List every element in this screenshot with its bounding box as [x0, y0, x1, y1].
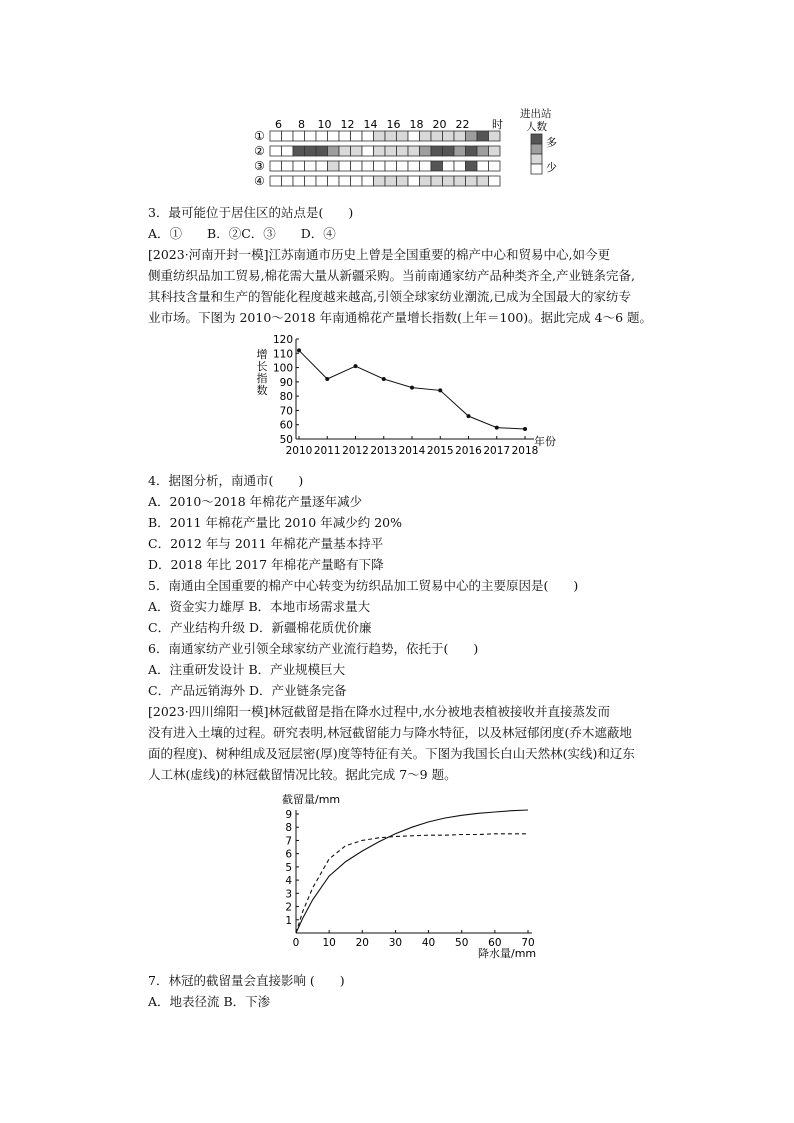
passage2-line: 人工林(虚线)的林冠截留情况比较。据此完成 7～9 题。	[148, 767, 457, 782]
flow-cell	[477, 176, 489, 186]
chart2-axes	[296, 810, 532, 933]
chart1-y-tick-label: 70	[279, 405, 293, 418]
chart2-x-tick-label: 0	[292, 937, 300, 949]
flow-cell	[477, 131, 489, 141]
chart1-y-label-char: 增	[256, 348, 268, 361]
flow-cell	[385, 146, 397, 156]
flow-cell	[316, 146, 328, 156]
chart2-y-tick-label: 1	[285, 914, 292, 927]
flow-cell	[454, 146, 466, 156]
flow-cell	[466, 176, 478, 186]
hour-unit-label: 时	[492, 118, 503, 131]
legend-low-label: 少	[546, 161, 557, 174]
chart2-x-tick-label: 20	[355, 937, 369, 949]
chart1-point	[354, 364, 358, 368]
legend-box	[531, 154, 542, 164]
flow-cell	[316, 176, 328, 186]
flow-cell	[431, 131, 443, 141]
flow-cell	[431, 161, 443, 171]
legend-scale-boxes	[531, 134, 542, 174]
flow-cell	[385, 131, 397, 141]
passage-canopy	[148, 701, 658, 785]
flow-cell	[431, 146, 443, 156]
flow-cell	[489, 131, 501, 141]
chart1-point	[297, 348, 301, 352]
hour-label: 14	[363, 118, 378, 131]
q6-options-ab: A．注重研发设计 B．产业规模巨大	[148, 662, 346, 677]
chart1-x-tick-label: 2017	[483, 445, 511, 457]
flow-cell	[454, 161, 466, 171]
flow-cell	[408, 146, 420, 156]
flow-cell	[351, 131, 363, 141]
chart2-series-natural-forest	[296, 810, 528, 933]
chart2-y-tick-label: 9	[285, 809, 292, 821]
chart1-series-line	[299, 350, 525, 429]
flow-cell	[408, 161, 420, 171]
passage1-line: 其科技含量和生产的智能化程度越来越高,引领全球家纺业潮流,已成为全国最大的家纺专	[148, 289, 631, 304]
chart2-y-tick-label: 4	[285, 875, 292, 888]
flow-cell	[374, 161, 386, 171]
flow-cell	[282, 161, 294, 171]
flow-cell	[408, 176, 420, 186]
flow-cell	[351, 146, 363, 156]
flow-cell	[431, 176, 443, 186]
hour-label: 10	[317, 118, 332, 131]
flow-cell	[293, 176, 305, 186]
legend-box	[531, 134, 542, 144]
flow-cell	[477, 146, 489, 156]
chart1-point	[410, 386, 414, 390]
flow-cell	[362, 146, 374, 156]
q4-option-a: A．2010～2018 年棉花产量逐年减少	[148, 494, 363, 509]
chart2-x-tick-label: 70	[521, 937, 535, 949]
flow-legend	[520, 107, 557, 174]
chart1-point	[382, 377, 386, 381]
flow-cell	[339, 176, 351, 186]
chart1-y-tick-label: 120	[272, 334, 293, 346]
flow-cell	[282, 146, 294, 156]
flow-cell	[374, 176, 386, 186]
chart1-points	[297, 348, 527, 431]
station-flow-figure	[250, 104, 580, 194]
cotton-growth-index-chart	[250, 333, 570, 463]
passage1-line: 侧重纺织品加工贸易,棉花需大量从新疆采购。当前南通家纺产品种类齐全,产业链条完备,	[148, 268, 635, 283]
flow-cell	[328, 131, 340, 141]
chart2-y-tick-label: 6	[285, 848, 292, 861]
q4-option-c: C．2012 年与 2011 年棉花产量基本持平	[148, 536, 384, 551]
flow-cell	[489, 146, 501, 156]
q3-options: A．① B．②C．③ D．④	[148, 226, 336, 241]
q3-question: 3．最可能位于居住区的站点是( )	[148, 205, 354, 220]
hour-label: 8	[298, 118, 305, 131]
flow-cell	[362, 161, 374, 171]
flow-cell	[397, 176, 409, 186]
flow-cell	[420, 131, 432, 141]
flow-cell	[328, 146, 340, 156]
flow-cell	[362, 176, 374, 186]
flow-cell	[420, 161, 432, 171]
flow-cell	[443, 176, 455, 186]
flow-cell	[305, 161, 317, 171]
flow-cell	[351, 176, 363, 186]
q4-option-d: D．2018 年比 2017 年棉花产量略有下降	[148, 557, 384, 572]
chart2-x-tick-label: 40	[421, 937, 436, 949]
legend-high-label: 多	[546, 136, 557, 149]
q4-option-b: B．2011 年棉花产量比 2010 年减少约 20%	[148, 515, 402, 530]
station-label: ④	[254, 174, 265, 188]
chart1-point	[325, 377, 329, 381]
chart2-x-tick-label: 30	[388, 937, 403, 949]
chart1-y-tick-label: 50	[279, 434, 293, 446]
hour-label: 6	[275, 118, 282, 131]
flow-cell	[466, 131, 478, 141]
flow-cell	[466, 161, 478, 171]
chart1-y-tick-label: 60	[279, 419, 293, 432]
q5-question: 5．南通由全国重要的棉产中心转变为纺织品加工贸易中心的主要原因是( )	[148, 578, 579, 593]
flow-cell	[397, 161, 409, 171]
chart2-y-tick-label: 8	[285, 822, 292, 835]
station-label: ②	[254, 144, 265, 158]
flow-cell	[316, 131, 328, 141]
flow-cell	[374, 146, 386, 156]
chart2-x-tick-label: 60	[488, 937, 502, 949]
chart2-y-tick-label: 3	[285, 888, 292, 901]
hour-label: 18	[409, 118, 424, 131]
flow-cell	[443, 146, 455, 156]
chart1-y-tick-label: 100	[272, 362, 293, 375]
chart2-series-plantation	[296, 834, 528, 933]
flow-cell	[385, 176, 397, 186]
canopy-interception-chart	[270, 790, 570, 965]
hour-label: 12	[340, 118, 355, 131]
flow-cell	[397, 146, 409, 156]
flow-cell	[305, 131, 317, 141]
legend-title-1: 进出站	[520, 108, 552, 120]
chart1-x-label: 年份	[534, 435, 556, 448]
flow-cell	[282, 131, 294, 141]
flow-cell	[385, 161, 397, 171]
flow-cell	[362, 131, 374, 141]
flow-cell	[305, 176, 317, 186]
chart1-axes	[296, 339, 534, 439]
chart1-x-tick-label: 2014	[398, 445, 426, 457]
chart1-point	[523, 427, 527, 431]
hour-axis-labels	[275, 118, 470, 131]
q4-question: 4．据图分析，南通市( )	[148, 473, 304, 488]
q5-options-cd: C．产业结构升级 D．新疆棉花质优价廉	[148, 620, 372, 635]
flow-cell	[270, 146, 282, 156]
flow-cell	[293, 131, 305, 141]
passage2-line: 面的程度)、树种组成及冠层密(厚)度等特征有关。下图为我国长白山天然林(实线)和辽东	[148, 746, 635, 761]
chart2-y-ticks	[285, 809, 299, 927]
flow-cell	[339, 146, 351, 156]
q6-question: 6．南通家纺产业引领全球家纺产业流行趋势，依托于( )	[148, 641, 479, 656]
legend-box	[531, 164, 542, 174]
flow-cell	[420, 176, 432, 186]
hour-label: 16	[386, 118, 401, 131]
chart2-y-tick-label: 7	[285, 835, 292, 848]
flow-cell	[454, 131, 466, 141]
chart1-y-tick-label: 90	[279, 376, 293, 389]
flow-cell	[443, 161, 455, 171]
passage2-line: [2023·四川绵阳一模]林冠截留是指在降水过程中,水分被地表植被接收并直接蒸发而	[148, 704, 611, 719]
chart1-x-tick-label: 2011	[313, 445, 341, 457]
chart1-y-tick-label: 80	[279, 391, 293, 404]
flow-cell	[408, 131, 420, 141]
chart2-y-label: 截留量/mm	[282, 793, 341, 806]
legend-title-2: 人数	[526, 121, 547, 133]
chart2-y-tick-label: 2	[285, 901, 292, 914]
flow-cell	[351, 161, 363, 171]
chart1-y-label-char: 指	[256, 372, 268, 385]
flow-cell	[293, 161, 305, 171]
chart1-x-tick-label: 2015	[426, 445, 454, 457]
chart1-y-tick-label: 110	[272, 348, 293, 361]
chart1-x-tick-label: 2013	[370, 445, 398, 457]
flow-cell	[489, 161, 501, 171]
chart2-x-tick-label: 10	[322, 937, 336, 949]
flow-cell	[293, 146, 305, 156]
chart2-y-tick-label: 5	[285, 861, 292, 874]
q5-options-ab: A．资金实力雄厚 B．本地市场需求量大	[148, 599, 371, 614]
flow-cell	[270, 131, 282, 141]
passage2-line: 没有进入土壤的过程。研究表明,林冠截留能力与降水特征，以及林冠郁闭度(乔木遮蔽地	[148, 725, 632, 740]
flow-cell	[270, 176, 282, 186]
flow-cell	[282, 176, 294, 186]
chart1-x-tick-label: 2010	[285, 445, 313, 457]
station-rows	[254, 129, 500, 188]
flow-cell	[270, 161, 282, 171]
station-label: ③	[254, 159, 265, 173]
chart1-x-tick-label: 2012	[342, 445, 369, 457]
station-label: ①	[254, 129, 265, 143]
flow-cell	[420, 146, 432, 156]
hour-label: 20	[432, 118, 447, 131]
flow-cell	[316, 161, 328, 171]
chart2-x-tick-label: 50	[455, 937, 469, 949]
chart1-y-label	[257, 348, 268, 397]
flow-cell	[328, 161, 340, 171]
flow-cell	[397, 131, 409, 141]
legend-box	[531, 144, 542, 154]
chart1-y-label-char: 数	[256, 384, 268, 397]
passage1-line: 业市场。下图为 2010～2018 年南通棉花产量增长指数(上年＝100)。据此完成 4～6 题。	[148, 310, 653, 325]
chart1-point	[467, 414, 471, 418]
chart1-y-label-char: 长	[256, 360, 268, 373]
chart1-y-ticks	[273, 334, 299, 446]
chart1-point	[495, 426, 499, 430]
flow-cell	[454, 176, 466, 186]
flow-cell	[489, 176, 501, 186]
chart1-point	[438, 388, 442, 392]
hour-label: 22	[455, 118, 470, 131]
chart1-x-tick-label: 2018	[511, 445, 539, 457]
q6-options-cd: C．产品远销海外 D．产业链条完备	[148, 683, 347, 698]
flow-cell	[339, 131, 351, 141]
chart2-x-label: 降水量/mm	[478, 947, 537, 960]
flow-cell	[339, 161, 351, 171]
flow-cell	[477, 161, 489, 171]
flow-cell	[374, 131, 386, 141]
flow-cell	[328, 176, 340, 186]
passage1-line: [2023·河南开封一模]江苏南通市历史上曾是全国重要的棉产中心和贸易中心,如今更	[148, 247, 611, 262]
passage-nantong	[148, 244, 658, 328]
q7-question: 7．林冠的截留量会直接影响 ( )	[148, 973, 345, 988]
q7-options: A．地表径流 B．下渗	[148, 994, 271, 1009]
chart1-x-tick-label: 2016	[455, 445, 482, 457]
flow-cell	[305, 146, 317, 156]
flow-cell	[466, 146, 478, 156]
flow-cell	[443, 131, 455, 141]
